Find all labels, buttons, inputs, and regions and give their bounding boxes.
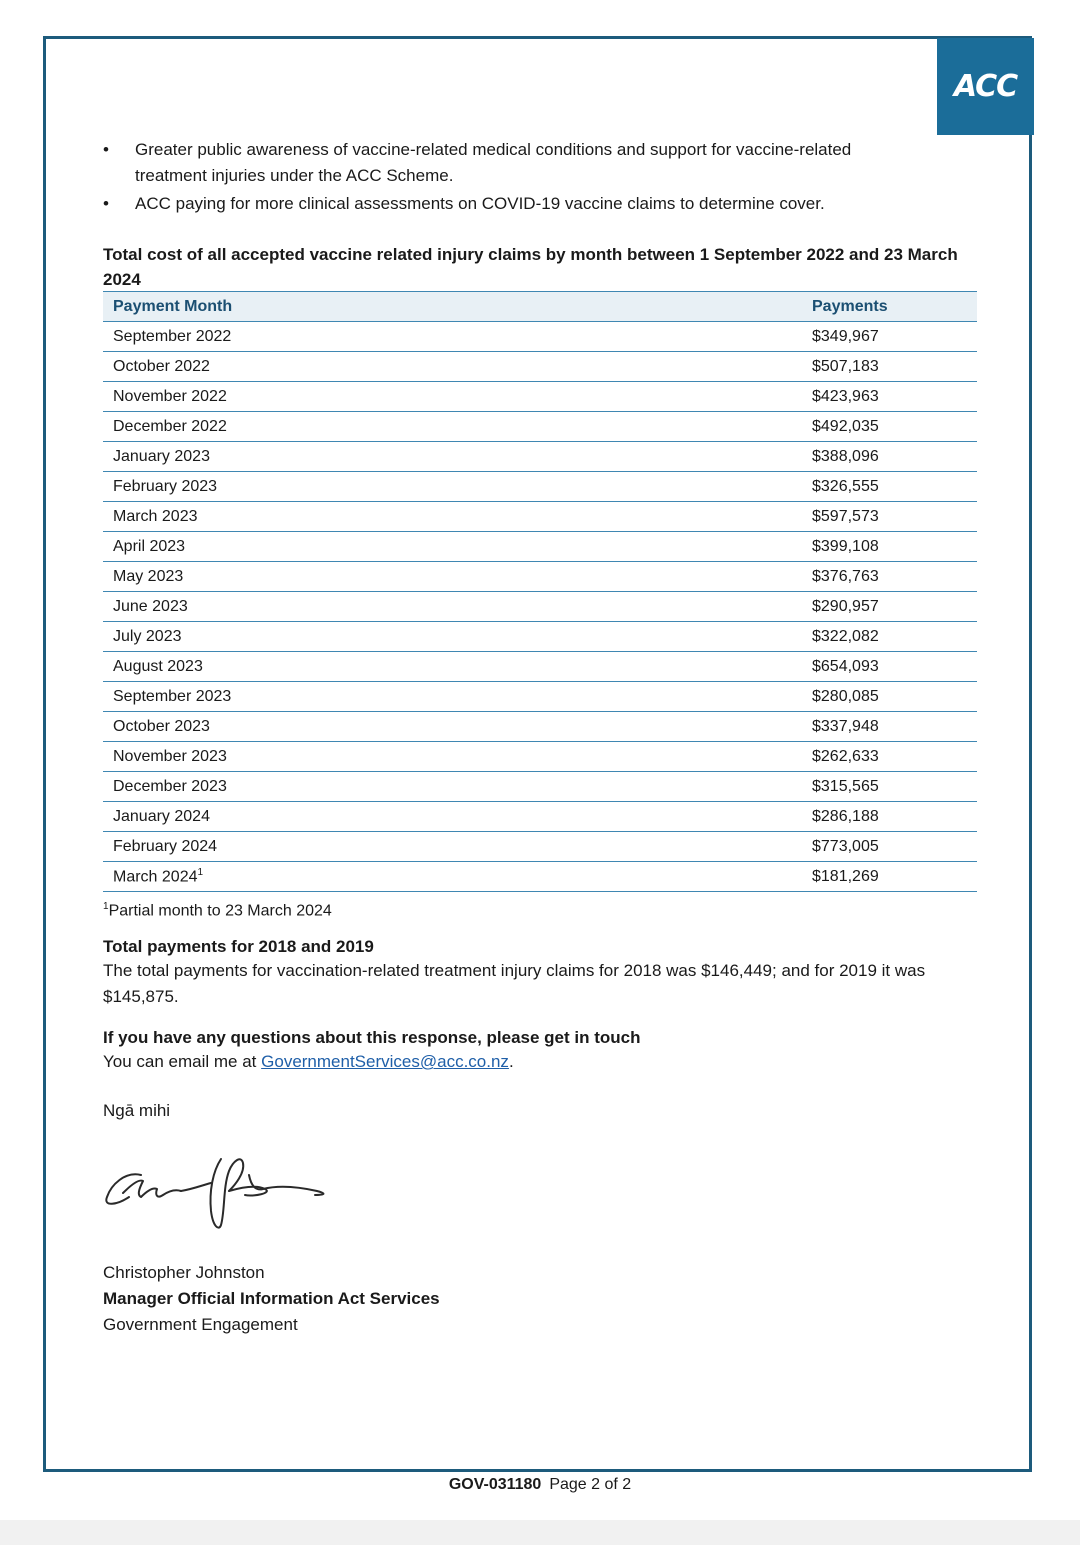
cell-payment: $399,108: [802, 532, 977, 562]
footnote-mark: 1: [103, 901, 109, 912]
month-text: June 2023: [113, 597, 188, 615]
signer-role: Manager Official Information Act Services: [103, 1289, 440, 1308]
email-suffix: .: [508, 1052, 514, 1071]
cell-month: [103, 352, 802, 382]
cell-payment: $337,948: [802, 712, 977, 742]
cell-payment: $326,555: [802, 472, 977, 502]
month-text: September 2022: [113, 327, 232, 345]
month-text: February 2023: [113, 477, 218, 495]
cell-payment: $507,183: [802, 352, 977, 382]
cell-month: [103, 532, 802, 562]
table-row: [103, 382, 977, 412]
cell-payment: $322,082: [802, 622, 977, 652]
cell-month: [103, 442, 802, 472]
cell-payment: $315,565: [802, 772, 977, 802]
table-row: [103, 742, 977, 772]
cell-month: [103, 862, 802, 892]
email-prefix: You can email me at: [103, 1052, 262, 1071]
cell-month: [103, 742, 802, 772]
table-row: [103, 682, 977, 712]
table-row: [103, 832, 977, 862]
month-text: October 2023: [113, 717, 210, 735]
month-text: November 2023: [113, 747, 227, 765]
email-link[interactable]: GovernmentServices@acc.co.nz: [261, 1052, 509, 1071]
cell-payment: $280,085: [802, 682, 977, 712]
cell-month: [103, 562, 802, 592]
table-row: [103, 652, 977, 682]
signature-image: [103, 1145, 343, 1235]
table-row: [103, 772, 977, 802]
acc-logo-text: ACC: [953, 69, 1018, 104]
month-text: April 2023: [113, 537, 186, 555]
cell-payment: $388,096: [802, 442, 977, 472]
document-reference: GOV-031180: [448, 1476, 542, 1493]
bullet-list: [103, 137, 923, 219]
signer-block: [103, 1260, 977, 1338]
cell-payment: $181,269: [802, 862, 977, 892]
closing-greeting: Ngā mihi: [103, 1101, 171, 1120]
cell-month: [103, 472, 802, 502]
questions-body: [103, 1049, 977, 1075]
month-text: December 2023: [113, 777, 227, 795]
bullet-icon: •: [103, 140, 109, 159]
signer-team: Government Engagement: [103, 1315, 298, 1334]
list-item: [103, 137, 923, 189]
table-row: [103, 562, 977, 592]
cell-payment: $773,005: [802, 832, 977, 862]
cell-month: [103, 622, 802, 652]
cell-payment: $376,763: [802, 562, 977, 592]
cell-payment: $349,967: [802, 322, 977, 352]
cell-payment: $262,633: [802, 742, 977, 772]
cell-month: [103, 502, 802, 532]
cell-payment: $290,957: [802, 592, 977, 622]
page-footer: [0, 1476, 1080, 1494]
table-row: [103, 502, 977, 532]
cell-month: [103, 652, 802, 682]
page-number: Page 2 of 2: [549, 1476, 632, 1493]
cell-month: [103, 712, 802, 742]
table-row: [103, 412, 977, 442]
table-row: [103, 592, 977, 622]
table-row: [103, 442, 977, 472]
month-text: March 2024: [113, 868, 198, 886]
table-row: [103, 352, 977, 382]
bullet-icon: •: [103, 194, 109, 213]
cell-month: [103, 382, 802, 412]
header-payment-month: Payment Month: [103, 292, 802, 322]
table-header-row: [103, 292, 977, 322]
cell-payment: $654,093: [802, 652, 977, 682]
table-row: [103, 622, 977, 652]
table-row: [103, 862, 977, 892]
bullet-text: Greater public awareness of vaccine-related medical conditions and support for vaccine-related treatment injuries under the ACC Scheme.: [135, 140, 852, 185]
month-text: May 2023: [113, 567, 184, 585]
cell-month: [103, 412, 802, 442]
questions-heading: If you have any questions about this response, please get in touch: [103, 1028, 641, 1047]
header-payments: Payments: [802, 292, 977, 322]
table-row: [103, 322, 977, 352]
cell-payment: $423,963: [802, 382, 977, 412]
month-text: September 2023: [113, 687, 232, 705]
table-row: [103, 712, 977, 742]
month-text: January 2023: [113, 447, 210, 465]
payments-table: [103, 291, 977, 892]
acc-logo: [937, 38, 1034, 135]
cell-month: [103, 802, 802, 832]
table-footnote: [103, 894, 977, 924]
table-title: Total cost of all accepted vaccine related injury claims by month between 1 September 2022 and 23 March 2024: [103, 245, 958, 289]
cell-month: [103, 682, 802, 712]
month-footnote-mark: 1: [197, 866, 204, 878]
bullet-text: ACC paying for more clinical assessments on COVID-19 vaccine claims to determine cover.: [135, 194, 825, 213]
cell-month: [103, 832, 802, 862]
totals-body: The total payments for vaccination-related treatment injury claims for 2018 was $146,449; and for 2019 it was $145,875.: [103, 961, 926, 1006]
cell-payment: $286,188: [802, 802, 977, 832]
cell-month: [103, 772, 802, 802]
month-text: December 2022: [113, 417, 227, 435]
month-text: November 2022: [113, 387, 227, 405]
signer-name: Christopher Johnston: [103, 1263, 265, 1282]
cell-month: [103, 322, 802, 352]
month-text: February 2024: [113, 837, 218, 855]
month-text: January 2024: [113, 807, 210, 825]
table-row: [103, 532, 977, 562]
month-text: August 2023: [113, 657, 203, 675]
viewer-bottom-bar: [0, 1520, 1080, 1545]
list-item: [103, 191, 923, 217]
month-text: March 2023: [113, 507, 198, 525]
totals-heading: Total payments for 2018 and 2019: [103, 937, 374, 956]
table-row: [103, 472, 977, 502]
month-text: October 2022: [113, 357, 210, 375]
month-text: July 2023: [113, 627, 182, 645]
table-row: [103, 802, 977, 832]
footnote-text: Partial month to 23 March 2024: [108, 902, 332, 920]
cell-month: [103, 592, 802, 622]
cell-payment: $597,573: [802, 502, 977, 532]
cell-payment: $492,035: [802, 412, 977, 442]
